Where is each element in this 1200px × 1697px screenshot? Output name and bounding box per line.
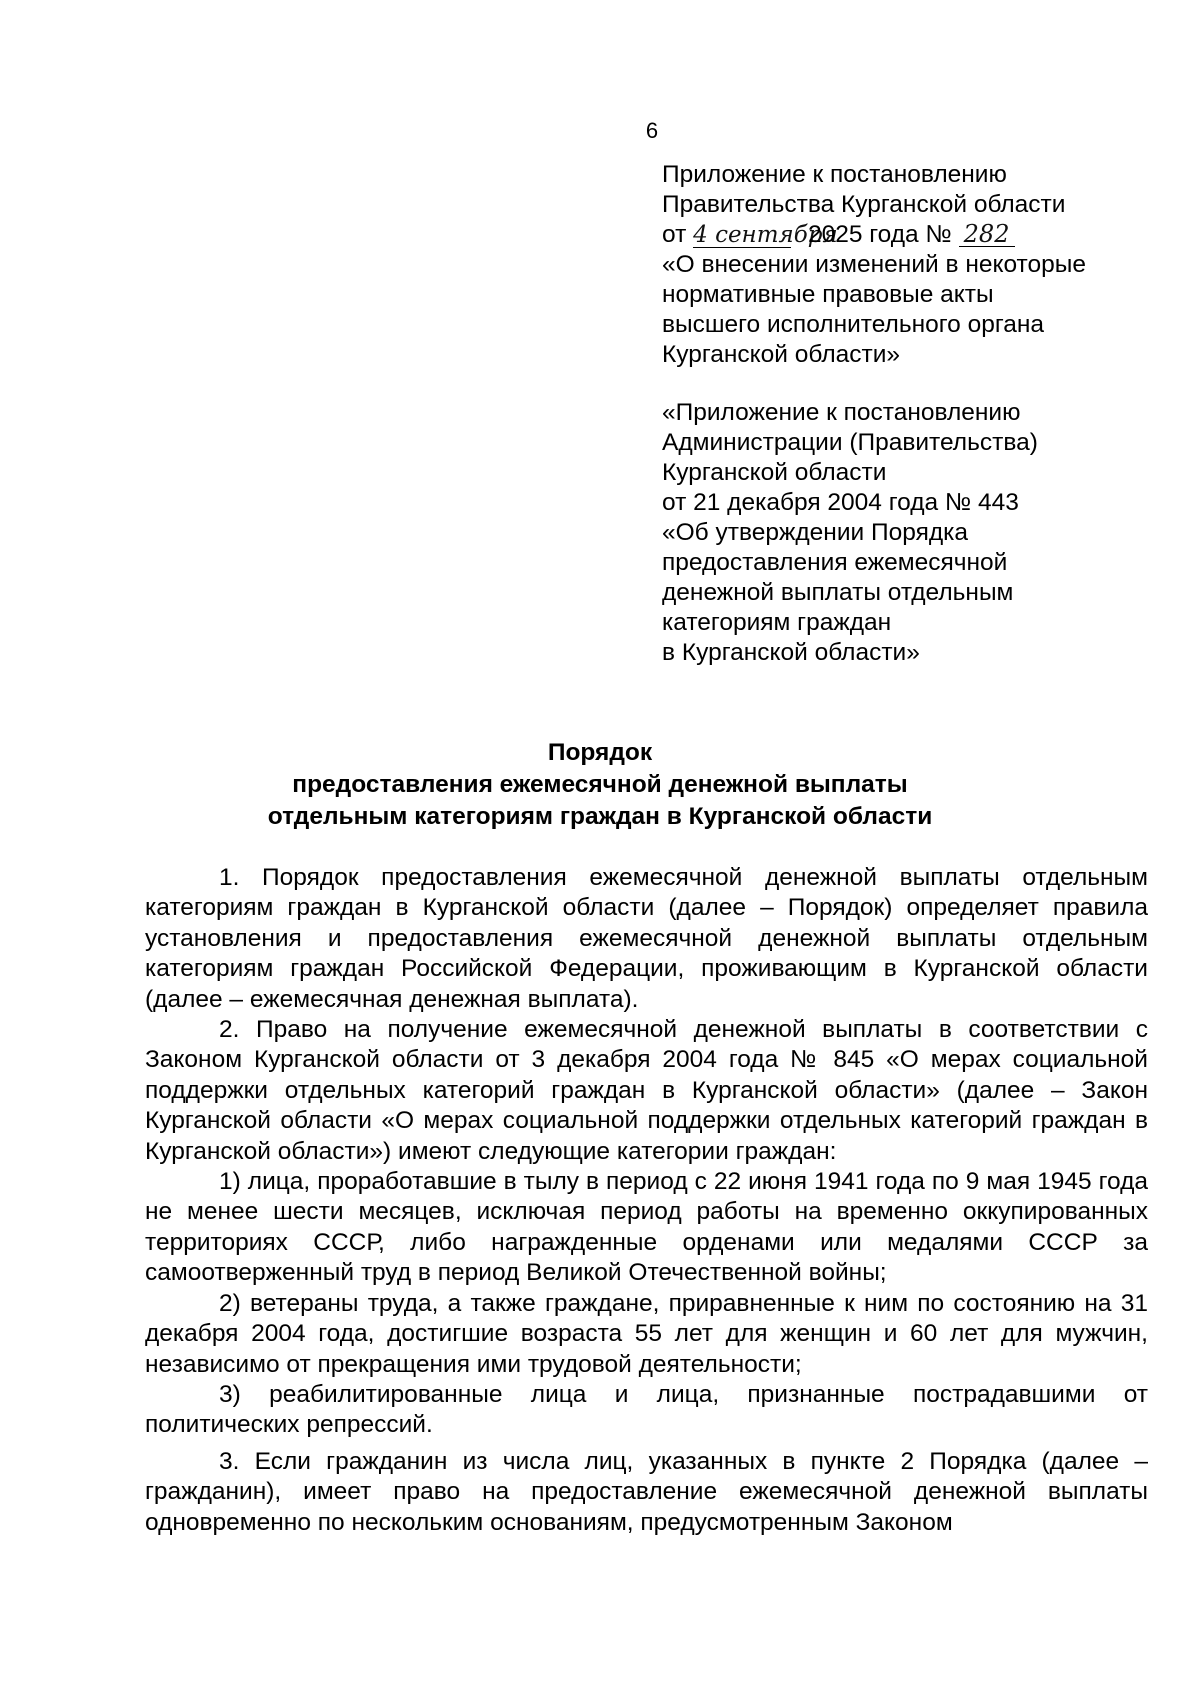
paragraph: 3) реабилитированные лица и лица, признанные пострадавшими от политических репрессий. bbox=[145, 1380, 1148, 1439]
header-subject-line: Курганской области» bbox=[662, 341, 901, 368]
original-annex-line: Курганской области bbox=[662, 459, 887, 486]
document-body bbox=[145, 863, 1148, 1538]
original-annex-line: категориям граждан bbox=[662, 609, 892, 636]
title-line: предоставления ежемесячной денежной выплаты bbox=[292, 771, 908, 798]
handwritten-date: 4 сентября bbox=[693, 222, 838, 248]
header-subject-line: «О внесении изменений в некоторые bbox=[662, 251, 1086, 278]
date-prefix: от bbox=[662, 221, 687, 248]
paragraph: 1) лица, проработавшие в тылу в период с 22 июня 1941 года по 9 мая 1945 года не менее шести месяцев, исключая период работы на временно оккупированных территориях СССР, либо награжденные орденами или медалями СССР за самоотверженный труд в период Великой Отечественной войны; bbox=[145, 1168, 1148, 1287]
header-date-line bbox=[662, 220, 1182, 250]
header-gap bbox=[662, 370, 1182, 398]
original-annex-line: «Об утверждении Порядка bbox=[662, 519, 969, 546]
page-number: 6 bbox=[645, 118, 659, 143]
paragraph: 3. Если гражданин из числа лиц, указанных в пункте 2 Порядка (далее – гражданин), имеет право на предоставление ежемесячной денежной выплаты одновременно по нескольким основаниям, предусмотренным Законом bbox=[145, 1447, 1148, 1536]
document-title bbox=[0, 737, 1200, 833]
original-annex-line: в Курганской области» bbox=[662, 639, 920, 666]
original-annex-line: предоставления ежемесячной bbox=[662, 549, 1008, 576]
header-subject-line: нормативные правовые акты bbox=[662, 281, 994, 308]
title-line: Порядок bbox=[547, 739, 653, 766]
paragraph: 2) ветераны труда, а также граждане, приравненные к ним по состоянию на 31 декабря 2004 года, достигшие возраста 55 лет для женщин и 60 лет для мужчин, независимо от прекращения ими трудовой деятельности; bbox=[145, 1289, 1148, 1378]
original-annex-line: «Приложение к постановлению bbox=[662, 399, 1021, 426]
year-text: 2025 года № bbox=[807, 221, 952, 248]
handwritten-number: 282 bbox=[959, 222, 1015, 247]
paragraph: 2. Право на получение ежемесячной денежной выплаты в соответствии с Законом Курганской области от 3 декабря 2004 года № 845 «О мерах социальной поддержки отдельных категорий граждан в Курганской области» (далее – Закон Курганской области «О мерах социальной поддержки отдельных категорий граждан в Курганской области») имеют следующие категории граждан: bbox=[145, 1016, 1148, 1165]
title-line: отдельным категориям граждан в Курганской области bbox=[267, 803, 933, 830]
paragraph: 1. Порядок предоставления ежемесячной денежной выплаты отдельным категориям граждан в Курганской области (далее – Порядок) определяет правила установления и предоставления ежемесячной денежной выплаты отдельным категориям граждан Российской Федерации, проживающим в Курганской области (далее – ежемесячная денежная выплата). bbox=[145, 864, 1148, 1013]
header-line: Правительства Курганской области bbox=[662, 191, 1066, 218]
header-line: Приложение к постановлению bbox=[662, 161, 1007, 188]
annex-header bbox=[662, 160, 1182, 668]
header-subject-line: высшего исполнительного органа bbox=[662, 311, 1045, 338]
original-annex-line: от 21 декабря 2004 года № 443 bbox=[662, 489, 1019, 516]
original-annex-line: Администрации (Правительства) bbox=[662, 429, 1038, 456]
original-annex-line: денежной выплаты отдельным bbox=[662, 579, 1014, 606]
